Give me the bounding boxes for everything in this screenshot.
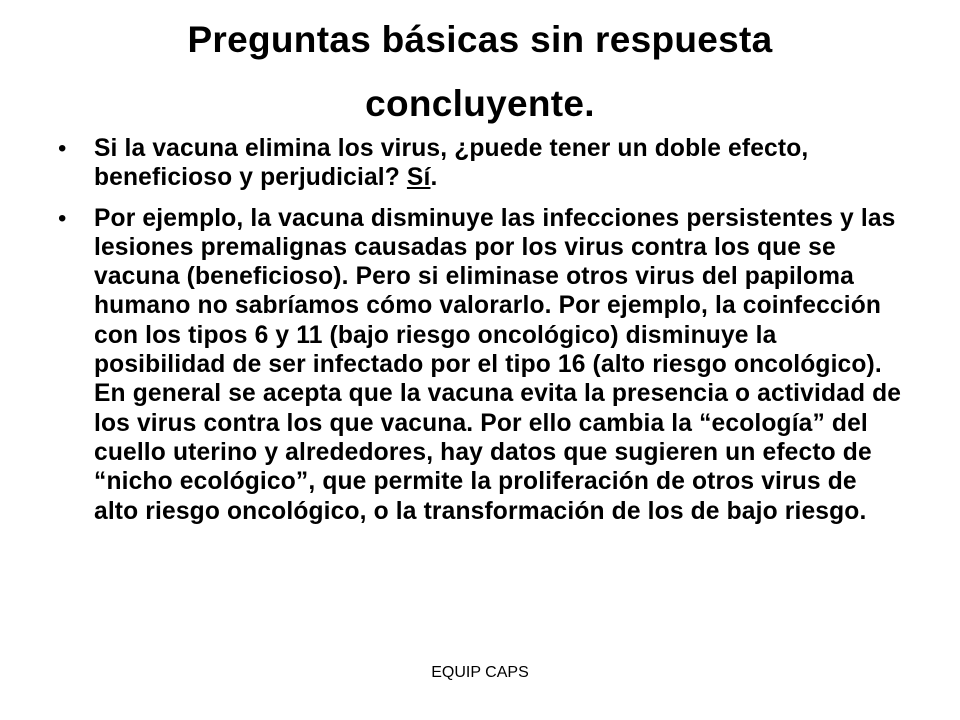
bullet-list — [0, 134, 960, 537]
bullet-dot-icon: • — [58, 135, 67, 162]
bullet-1-text: Si la vacuna elimina los virus, ¿puede tener un doble efecto, beneficioso y perjudicial? — [94, 135, 809, 192]
title-line-2 — [60, 72, 900, 136]
bullet-2-text: Por ejemplo, la vacuna disminuye las infecciones persistentes y las lesiones premalignas causadas por los virus contra los que se vacuna (beneficioso). Pero si eliminase otros virus del papiloma humano no sabríamos cómo valorarlo. Por ejemplo, la coinfección con los tipos 6 y 11 (bajo riesgo oncológico) disminuye la posibilidad de ser infectado por el tipo 16 (alto riesgo oncológico). En general se acepta que la vacuna evita la presencia o actividad de los virus contra los que vacuna. Por ello cambia la “ecología” del cuello uterino y alrededores, hay datos que sugieren un efecto de “nicho ecológico”, que permite la proliferación de otros virus de alto riesgo oncológico, o la transformación de los de bajo riesgo. — [94, 204, 902, 525]
bullet-item-2 — [0, 204, 960, 526]
bullet-1-tail: . — [430, 164, 438, 192]
bullet-dot-icon: • — [58, 204, 67, 232]
title-period: . — [584, 83, 595, 124]
bullet-item-1 — [0, 134, 960, 193]
title-line-2-text: concluyente — [365, 83, 585, 124]
bullet-1-emphasis: Sí — [406, 164, 431, 192]
footer-text: EQUIP CAPS — [431, 664, 529, 681]
slide-title — [60, 8, 900, 136]
title-line-1: Preguntas básicas sin respuesta — [187, 19, 773, 60]
